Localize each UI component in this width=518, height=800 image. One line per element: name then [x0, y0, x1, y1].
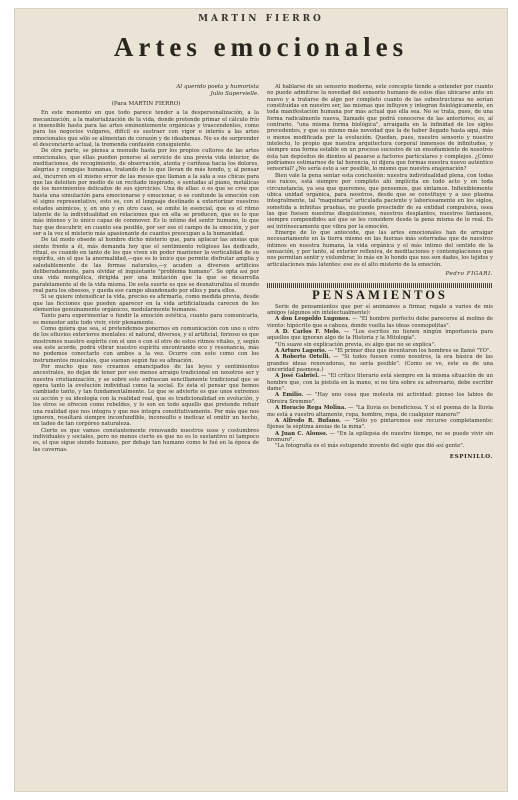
- quote-item: [267, 392, 493, 405]
- quote-text: — "El crítico literario está siempre en la misma situación de un hombre que, con la pistola en la mano, si no tira sobre su adversario, debe escribir dame".: [267, 373, 493, 393]
- paragraph: Cierto es que vamos constantemente renovando nuestros usos y costumbres individuales y sociales, pero no menos cierto es que no es lo sustantivo ni tampoco es, el que sigue siendo humano, por debajo tan humano como lo fué en la época de las cavernas.: [33, 427, 259, 453]
- quote-recipient: A José Gabriel.: [275, 373, 320, 380]
- quote-text: — "Si todos fuesen como nosotros, la era básica de las grandes ideas renovadoras, no sería posible". (Como se ve, este es de una sinceridad pasmosa.): [267, 354, 493, 374]
- quote-recipient: A Arturo Lagorio.: [275, 348, 327, 355]
- quote-text: — "Los escritos no tienen ningún importancia para aquellos que ignoran algo de la Historia y la Mitología".: [267, 329, 493, 342]
- quote-text: "La fotografía es el más estupendo invento del siglo que dió así gente".: [275, 443, 465, 450]
- quote-recipient: A Horacio Rega Molina.: [275, 405, 347, 412]
- byline: (Para MARTIN FIERRO): [111, 101, 181, 107]
- quote-text: — "Hay uno cosa que molesta mi actividad: pienso los labios de Obreira Sremmo".: [267, 392, 493, 405]
- quote-recipient: A Alfredo R. Bufano.: [275, 417, 341, 424]
- paragraph: Emerge de lo que antecede, que las artes emocionales han de arraigar necesariamente en la tierra mismo en las fuerzas más soterradas que de nuestros íntimos en nuestra humana, la vida orgánica y el más intimo del sentido de la sensación, y por tanto, al exterior reflexiva, de meditaciones y contemplaciones que nos permitan sentir y vislumbrar, lo más en lo hondo que nos son dados, los tejidos y articulaciones más latentes: ese es el alto misterio de la emoción.: [267, 229, 493, 268]
- paragraph: Como quiera que sea, si pretendemos ponernos en comunicación con uno u otro de los efluvios exteriores mentales: el natural, diversos, y el artificial, forzoso es que mostremos nuestro espíritu con el uno o con el otro de estos ritmos vitales, y, según sea este acorde, podrá vibrar nuestro espíritu encontrando eco y resonancia, más no podemos conectarlo con ambos a la vez. Ocurre con esto como con los instrumentos musicales, que suenan según fue su afinación.: [33, 326, 259, 364]
- article-title: Artes emocionales: [113, 32, 409, 62]
- quote-text: — "La lluvia es beneficiosa. Y si el poema de la lluvia me está a vuestro altamente, ropa, hombre, ropa, de cualquier manera!": [267, 405, 494, 418]
- quote-recipient: A don Leopoldo Lugones.: [275, 316, 351, 323]
- right-column: [267, 84, 493, 460]
- paragraph: Al hablarse de un sensorio moderno, este concepto tiende a entender por cuanto no puede admitirse la novedad del sensorio humano de estos días ubicarse ante un nuevo y a tratarse de algo por completo cuanto de las subestructuras no serían constituídas en nuestro ser, las mismas que influyen y integran fisiológicamente, en toda manifestación humana por más actual que ella sea. No se trata, pues, de una forma radicalmente nueva, llamado que podrá conocerse de las anteriores; es, al contrario, "una misma forma biológica", arraigada en la infinidad de los siglos precedentes, y que su mismo más novedad que la de haber llegado hasta aquí, más o menos modificada por la evolución. Quedan, pues, nuestro sensorio y nuestro intelecto, lo propio que nuestra arquitectura corporal inmensos de infinitudes, y siempre una forma estable en un proceso sucesivo de un ensoñamiento de nosotros ésta tan depósitos de dientes al pasarse a factores particulares y complejos. ¿Cómo podríamos estimarnos de tal herencia, ni dijera que formas nuestra nuevo auténtico sensorial? ¿No sería esto a ser posible, lo mismo que nuestra enajenación?: [267, 84, 493, 173]
- dedication-line: Al querido poeta y humorista: [176, 84, 259, 90]
- quote-item: [267, 329, 493, 342]
- quote-text: "Un suave sin explicación previa, es algo que no se explica".: [275, 341, 436, 348]
- newspaper-page: [14, 8, 508, 792]
- section-title: PENSAMIENTOS: [312, 288, 448, 303]
- quote-text: — "En la epilepsia de nuestro tiempo, no se puede vivir sin bromuro".: [267, 430, 494, 443]
- paragraph: De otra parte, se piensa a menudo hasta por los propios cultores de las artes emocionales, que ellas pueden ponerse al servicio de una previa vida interior, de meditaciones, de recogimiento, de observación, atenta y cariñosa hacia los dolores, alegrías y congojas humanas, tratando de lo que llevan de más hondo, y, al pensar así, incurren en el mismo error de las mesas que llaman a la sala a sus chicas para que las deleiten por medio de un recitado inspirado, o sentadas al piano, metálicas de los movimientos delicados de sus ejercicios. Una de ellas: o es que se cree que hasta una simulación para emocionarse y emocionar, o se confunde la emoción con el signo representativo, esto es, con el lenguaje destinado a exteriorizar nuestros estados anímicos, y, en uno y en otro caso, se omite lo esencial, que es el ritmo latente de la individualidad en relaciones que en ella se producen, que es lo que más intenso y lo único capaz de conmover. Es lo íntimo del sentir humano, lo que hay que descubrir, en cuanto sea posible, por ser ese el campo de la emoción, y por ser a la vez el misterio más apasionante de cuantos preocupan a la humanidad.: [33, 148, 259, 237]
- article-signature: Pedro FIGARI.: [445, 270, 493, 277]
- left-column: [33, 84, 259, 453]
- quote-item: [267, 316, 493, 329]
- quote-item: [267, 431, 493, 444]
- dedication: [33, 84, 259, 98]
- quote-recipient: A D. Carlos F. Melo.: [275, 329, 341, 336]
- quote-recipient: A Roberto Ortelli.: [275, 354, 331, 361]
- section-intro: Serie de pensamientos que por sí animamos a firmar, regalo a varios de mis amigos (algunos sin intelectualmente):: [267, 303, 493, 316]
- quote-item: [267, 418, 493, 431]
- quote-item: [267, 405, 493, 418]
- quotes-list: [267, 316, 493, 449]
- quote-recipient: A Juan C. Alonso.: [275, 430, 328, 437]
- quote-item: [267, 373, 493, 392]
- quote-item: [267, 354, 493, 373]
- dedication-line: Julio Supervielle.: [210, 91, 259, 97]
- paragraph: Si se quiere intensificar la vida, preciso es afirmarla, como medida previa, desde que las ficciones que pueden aparecer en la vida artificializada carecen de los elementos genuinamente orgánicos, medularmente humanos.: [33, 294, 259, 313]
- quote-recipient: A Emilio.: [275, 392, 304, 399]
- quote-text: — "Sólo yo pintaremos ese recurso completamente: fíjense la séptima ánsias de la mina".: [267, 417, 493, 431]
- quote-text: — "El hombre perfecto debe parecerse al molino de viento: hipócrito que a cabeza, donde vuelta las ideas cosmopolitas".: [267, 316, 493, 329]
- paragraph: Por mucho que nos creamos emancipados de las leyes y sentimientos ancestrales, no dejan de tener por eso menos arraigo tradicional en nosotros ser y nuestra cristianización, y se sobre este enfrascan sencillamente tradicional que se opera tanto la evolución individual como la social. Es ésta el pensar que hemos cambiado tanto, y tan fundamentalmente. Lo que se advierte es que unos extremos su acción y su ideología con la realidad real, que es tradicionalidad en evolución, y los otros se ofrecen como rebeldes, y lo son en todo aquello que pretende rehuir una realidad que nos integra y que nos integra constitutivamente. Por más que nos ignoren, resultará siempre inconfundible, inconsulto e ineficaz el omitir un hecho, en ladeo de tan corpóreo naturaleza.: [33, 364, 259, 428]
- paragraph: En este momento en que todo parece tender a la despersonalización, a la mecanización, a la materialización de la vida, donde pretende primar el cálculo frío e insensible hasta para las artes eminentemente orgánicas y trascendentes, como para los negocios vulgares, difícil es sustraer con vigor e interés a las artes emocionales que sólo se alimentan de corazón y de ideabemas. No es de sorprender el desconcierto actual, la tremenda confusión consiguiente.: [33, 110, 259, 149]
- running-head: MARTIN FIERRO: [198, 14, 324, 24]
- quote-text: — "El primer diez que inventaron los hombres se llamó "YO".: [328, 348, 492, 355]
- paragraph: Tanto para experimentar o fundir la emoción estética, cuanto para comunicarla, es menester ante todo vivir, vivir plenamente.: [33, 313, 259, 326]
- paragraph: De tal modo obsede al hombre dicho misterio que, para aplacar las ansias que siente frente a él, más demanda hoy que el sentimiento religioso las dedicado, ritual, es cuando en tanto de los que viven sin poder mantener la verticalidad de su espíritu, sin el que la anormalidad,—que es lo único que permite disfrutar amplia y saludablemente de las formas naturales,—y acuden a diversos artificios deliberadamente, para olvidar el inquietante "problema humano". Se opta así por una vida mongólica, dirigida por una imitación que la que se desarrolla paralelamente al de la vida misma. De esta suerte es que se desnaturaliza el mundo real para los obsesos, y queda ese campo abandonado por ellos y para ellos.: [33, 237, 259, 294]
- paragraph: Bien vale la pena sentar esta conclusión: nuestra individualidad plena, con todas sus raíces, está siempre por completo ahí implícita en todo acto y en toda circunstancia, ya sea que queremos, que pensemos, que sintamos. Inflexiblemente ubica unidad orgánica, para nosotros, desde que se constituye y a uso plasma integralmente, tal "maquinaria" articulada paciente y laboriosamente en los siglos, sometida a infinitas pruebas, no puede prescindir de su entidad compulsiva, osea las que fuesen nuestras disquisiciones, nuestros desplantes, nuestros fantaseos, siempre compendidos así que se les considere desde la pena misma de lo real. Es así intrínsecamente que vibra por la emoción.: [267, 172, 493, 230]
- quote-item: [267, 443, 493, 449]
- section-signature: ESPINILLO.: [449, 453, 493, 460]
